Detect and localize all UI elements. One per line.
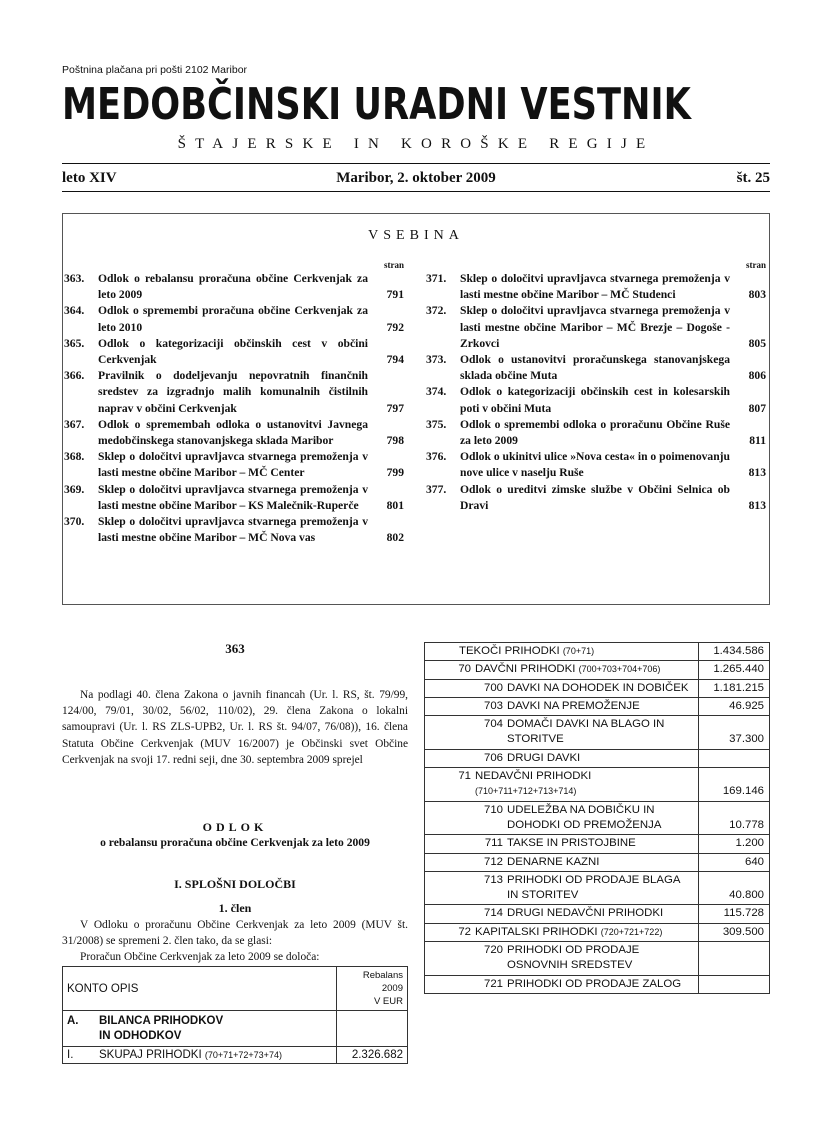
masthead-title: MEDOBČINSKI URADNI VESTNIK <box>62 79 691 130</box>
toc-item <box>64 303 404 335</box>
header-rebalans-label: Rebalans 2009 <box>362 970 403 994</box>
row-label: NEDAVČNI PRIHODKI <box>475 770 592 783</box>
table-row <box>63 1047 408 1064</box>
table-row <box>425 768 770 802</box>
toc-item-page: 806 <box>748 369 766 383</box>
toc-item-number: 377. <box>426 482 447 496</box>
row-amount: 1.200 <box>699 835 770 853</box>
row-label: DENARNE KAZNI <box>507 855 600 868</box>
toc-item-number: 364. <box>64 304 85 318</box>
row-amount <box>699 975 770 993</box>
toc-item-page: 801 <box>386 498 404 512</box>
toc-item-number: 369. <box>64 482 85 496</box>
row-amount: 309.500 <box>699 923 770 941</box>
toc-item-number: 368. <box>64 450 85 464</box>
row-amount: 10.778 <box>699 801 770 835</box>
toc-item-title: Odlok o rebalansu proračuna občine Cerkvenjak za leto 2009 <box>98 272 368 302</box>
toc-item <box>426 352 766 384</box>
row-label-group <box>507 681 694 696</box>
table-row <box>425 905 770 923</box>
table-header-row <box>63 967 408 1011</box>
row-formula: (70+71) <box>562 646 595 656</box>
toc-item-page: 811 <box>749 434 766 448</box>
odlok-heading: ODLOK <box>202 820 268 834</box>
table-row <box>425 923 770 941</box>
row-i-amount: 2.326.682 <box>337 1047 408 1064</box>
row-amount: 1.265.440 <box>699 661 770 679</box>
row-label-group <box>475 769 694 800</box>
row-label: DOMAČI DAVKI NA BLAGO IN STORITVE <box>507 718 665 746</box>
toc-item-title: Sklep o določitvi upravljavca stvarnega premoženja v lasti mestne občine Maribor – MČ Studenci <box>460 272 730 302</box>
row-code: 720 <box>483 944 503 957</box>
table-row <box>425 679 770 697</box>
section-heading: I. SPLOŠNI DOLOČBI <box>174 877 296 891</box>
row-i-label <box>63 1047 337 1064</box>
row-label: DAVKI NA PREMOŽENJE <box>507 699 640 712</box>
toc-title: VSEBINA <box>368 228 464 243</box>
toc-page-header: stran <box>384 260 404 270</box>
row-label-group <box>507 977 694 992</box>
clen-paragraph: Proračun Občine Cerkvenjak za leto 2009 se določa: <box>80 951 320 963</box>
row-label-group <box>507 855 694 870</box>
row-label: DRUGI NEDAVČNI PRIHODKI <box>507 907 664 920</box>
toc-page-header: stran <box>746 260 766 270</box>
row-code: 70 <box>458 663 471 676</box>
row-code: A. <box>67 1015 79 1027</box>
row-code: 72 <box>458 925 471 938</box>
toc-item-number: 363. <box>64 272 85 285</box>
toc-item <box>426 271 766 303</box>
toc-left-column <box>64 257 404 546</box>
toc-item-page: 802 <box>386 531 404 545</box>
table-row <box>425 801 770 835</box>
toc-item-number: 372. <box>426 304 447 318</box>
toc-item-title: Pravilnik o dodeljevanju nepovratnih finančnih sredstev za izgradnjo malih komunalnih čistilnih naprav v občini Cerkvenjak <box>98 369 368 415</box>
toc-item-page: 813 <box>748 498 766 512</box>
preamble: Na podlagi 40. člena Zakona o javnih financah (Ur. l. RS, št. 79/99, 124/00, 79/01, 30/02, 56/02, 110/02), 29. člena Zakona o lokalni samoupravi (Ur. l. RS ZLS-UPB2, Ur. l. RS št. 94/07, 76/08)), 16. člena Statuta Občine Cerkvenjak (MUV 16/2007) je Občinski svet Občine Cerkvenjak na svoji 17. redni seji, dne 30. septembra 2009 sprejel <box>62 689 408 766</box>
toc-item-title: Odlok o ustanovitvi proračunskega stanovanjskega sklada občine Muta <box>460 353 730 383</box>
row-code: 700 <box>483 681 503 694</box>
toc-item-page: 797 <box>386 401 404 415</box>
toc-item-number: 373. <box>426 353 447 367</box>
table-row <box>425 716 770 750</box>
row-amount: 640 <box>699 853 770 871</box>
row-label-cell <box>425 853 699 871</box>
toc-item-title: Odlok o kategorizaciji občinskih cest in kolesarskih poti v občini Muta <box>460 385 730 415</box>
clen-paragraph: V Odloku o proračunu Občine Cerkvenjak za leto 2009 (MUV št. 31/2008) se spremeni 2. člen tako, da se glasi: <box>62 919 408 948</box>
toc-item-title: Sklep o določitvi upravljavca stvarnega premoženja v lasti mestne občine Maribor – KS Malečnik-Ruperče <box>98 482 368 512</box>
toc-item <box>426 384 766 416</box>
row-label-cell <box>425 923 699 941</box>
toc-item-title: Odlok o spremembi odloka o proračunu Občine Ruše za leto 2009 <box>460 417 730 448</box>
row-amount: 46.925 <box>699 697 770 715</box>
toc-item-title: Odlok o spremembah odloka o ustanovitvi Javnega medobčinskega stanovanjskega sklada Maribor <box>98 417 368 448</box>
row-formula: (710+711+712+713+714) <box>475 786 577 797</box>
row-label-cell <box>425 716 699 750</box>
row-label-group <box>507 873 694 904</box>
toc-item-number: 367. <box>64 417 85 431</box>
toc-item-page: 799 <box>386 466 404 480</box>
row-label: PRIHODKI OD PRODAJE OSNOVNIH SREDSTEV <box>507 944 640 972</box>
table-row <box>425 975 770 993</box>
row-code: 706 <box>483 751 503 764</box>
row-label: BILANCA PRIHODKOV <box>99 1015 224 1027</box>
postage-note: Poštnina plačana pri pošti 2102 Maribor <box>62 64 248 76</box>
row-amount <box>699 942 770 976</box>
toc-item-page: 803 <box>748 288 766 302</box>
row-code: 712 <box>483 855 503 868</box>
table-row <box>425 643 770 661</box>
table-row <box>425 661 770 679</box>
toc-item-page: 792 <box>386 320 404 334</box>
row-label-group <box>507 906 694 921</box>
row-label-group <box>507 943 694 974</box>
row-label-cell <box>425 975 699 993</box>
row-label: IN ODHODKOV <box>99 1030 182 1042</box>
row-label-group <box>507 699 694 714</box>
toc-item-number: 370. <box>64 515 85 529</box>
row-label-cell <box>425 801 699 835</box>
toc-item <box>426 449 766 481</box>
masthead-subtitle: ŠTAJERSKE IN KOROŠKE REGIJE <box>177 136 655 152</box>
row-code: 71 <box>458 770 471 783</box>
row-code: 714 <box>483 907 503 920</box>
toc-item <box>64 271 404 303</box>
table-row <box>425 835 770 853</box>
toc-item-page: 794 <box>386 353 404 367</box>
row-amount: 1.434.586 <box>699 643 770 661</box>
toc-item <box>426 417 766 449</box>
row-label-group <box>507 836 694 851</box>
issue-number: št. 25 <box>736 170 770 186</box>
toc-item <box>64 336 404 368</box>
toc-item <box>426 303 766 352</box>
header-rebalans <box>337 967 408 1011</box>
row-code: 710 <box>483 803 503 816</box>
toc-item-title: Sklep o določitvi upravljavca stvarnega premoženja v lasti mestne občine Maribor – MČ Nova vas <box>98 515 368 545</box>
row-label: DAVKI NA DOHODEK IN DOBIČEK <box>507 681 689 694</box>
row-label: UDELEŽBA NA DOBIČKU IN DOHODKI OD PREMOŽENJA <box>507 803 662 831</box>
row-label-cell <box>425 643 699 661</box>
toc-item <box>64 417 404 449</box>
toc-item-number: 371. <box>426 272 447 285</box>
issue-date: Maribor, 2. oktober 2009 <box>336 170 496 186</box>
toc-item-page: 807 <box>748 401 766 415</box>
row-label-cell <box>425 661 699 679</box>
toc-item-page: 805 <box>748 336 766 350</box>
row-amount: 169.146 <box>699 768 770 802</box>
toc-item-title: Sklep o določitvi upravljavca stvarnega premoženja v lasti mestne občine Maribor – MČ Brezje – Dogoše - Zrkovci <box>460 304 730 350</box>
header-rule-top <box>62 163 770 164</box>
header-rule-bottom <box>62 191 770 192</box>
toc-right-column <box>426 257 766 514</box>
row-code <box>429 644 459 659</box>
toc-item-number: 374. <box>426 385 447 399</box>
table-row <box>425 942 770 976</box>
row-label-cell <box>425 697 699 715</box>
odlok-subheading: o rebalansu proračuna občine Cerkvenjak za leto 2009 <box>100 836 370 849</box>
row-label-cell <box>425 749 699 767</box>
issue-bar <box>62 170 770 190</box>
row-label-group <box>507 803 694 834</box>
toc-item-page: 798 <box>386 434 404 448</box>
row-formula: (700+703+704+706) <box>578 664 661 675</box>
toc-item-page: 813 <box>748 466 766 480</box>
row-amount: 1.181.215 <box>699 679 770 697</box>
toc-item <box>64 514 404 546</box>
row-label-group <box>459 644 694 659</box>
row-amount: 115.728 <box>699 905 770 923</box>
table-row <box>63 1011 408 1047</box>
row-label-cell <box>425 905 699 923</box>
row-label-cell <box>425 768 699 802</box>
row-label: PRIHODKI OD PRODAJE ZALOG <box>507 977 682 990</box>
row-label: DRUGI DAVKI <box>507 751 581 764</box>
row-label: KAPITALSKI PRIHODKI <box>475 925 598 938</box>
table-row <box>425 697 770 715</box>
row-label: TAKSE IN PRISTOJBINE <box>507 837 636 850</box>
toc-item <box>64 368 404 417</box>
toc-item-number: 366. <box>64 369 85 383</box>
toc-item <box>64 482 404 514</box>
row-label-group <box>475 662 694 677</box>
toc-item-title: Odlok o ukinitvi ulice »Nova cesta« in o poimenovanju nove ulice v naselju Ruše <box>460 450 730 480</box>
row-label-group <box>507 751 694 766</box>
row-label-cell <box>425 871 699 905</box>
row-label: SKUPAJ PRIHODKI <box>99 1049 202 1061</box>
table-row <box>425 853 770 871</box>
header-label: KONTO OPIS <box>67 982 139 995</box>
row-label: PRIHODKI OD PRODAJE BLAGA IN STORITEV <box>507 873 680 902</box>
row-amount <box>699 749 770 767</box>
row-label-cell <box>425 835 699 853</box>
clen-heading: 1. člen <box>218 901 252 915</box>
toc-item-page: 791 <box>386 288 404 302</box>
row-code: 704 <box>483 718 503 731</box>
row-amount: 37.300 <box>699 716 770 750</box>
row-label-cell <box>425 679 699 697</box>
toc-item-title: Odlok o kategorizaciji občinskih cest v občini Cerkvenjak <box>98 336 368 367</box>
toc-item <box>426 482 766 514</box>
row-code: 721 <box>483 977 503 990</box>
row-code: 703 <box>483 699 503 712</box>
row-label-group <box>507 717 694 748</box>
header-konto-opis <box>63 967 337 1011</box>
table-row <box>425 871 770 905</box>
row-amount: 40.800 <box>699 871 770 905</box>
budget-table-left <box>62 966 408 1064</box>
row-label: TEKOČI PRIHODKI <box>459 645 560 657</box>
article-number: 363 <box>225 641 245 656</box>
row-formula: (720+721+722) <box>600 926 663 937</box>
row-label-group <box>475 925 694 940</box>
toc-item-number: 365. <box>64 336 85 350</box>
budget-table-right <box>424 642 770 994</box>
row-code: 711 <box>484 837 503 850</box>
toc-item-title: Sklep o določitvi upravljavca stvarnega premoženja v lasti mestne občine Maribor – MČ Center <box>98 450 368 480</box>
row-formula: (70+71+72+73+74) <box>204 1050 282 1060</box>
toc-item <box>64 449 404 481</box>
row-code: I. <box>67 1049 74 1061</box>
toc-item-title: Odlok o spremembi proračuna občine Cerkvenjak za leto 2010 <box>98 304 368 334</box>
header-unit-label: V EUR <box>373 996 403 1007</box>
toc-item-number: 375. <box>426 417 447 431</box>
table-row <box>425 749 770 767</box>
row-code: 713 <box>483 873 503 886</box>
row-a-amount <box>337 1011 408 1047</box>
row-label-cell <box>425 942 699 976</box>
row-label: DAVČNI PRIHODKI <box>475 663 576 676</box>
toc-item-number: 376. <box>426 450 447 464</box>
row-a-label <box>63 1011 337 1047</box>
toc-item-title: Odlok o ureditvi zimske službe v Občini Selnica ob Dravi <box>460 482 730 512</box>
issue-year: leto XIV <box>62 170 117 186</box>
